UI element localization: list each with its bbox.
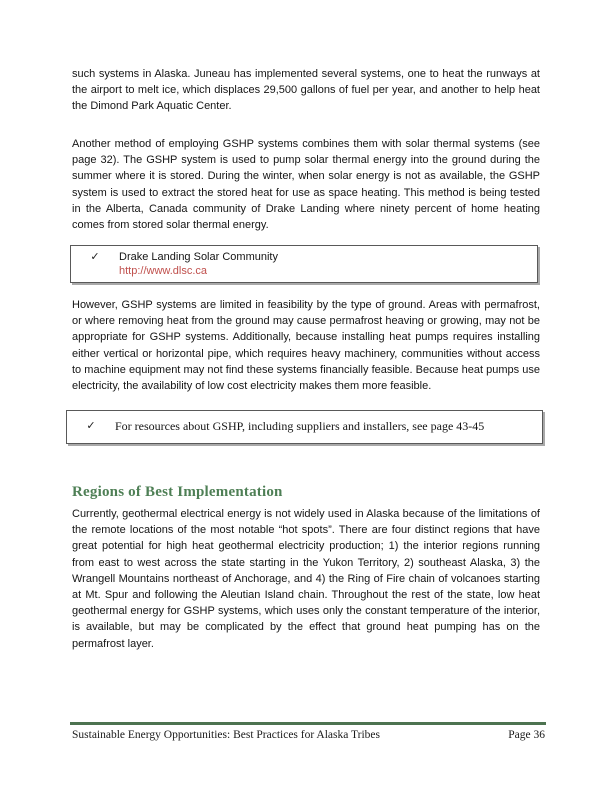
body-paragraph-4: Currently, geothermal electrical energy is not widely used in Alaska because of the limitations of the remote locations of the most notable “hot spots”. There are four distinct regions that have great potential for high heat geothermal electricity production; 1) the interior regions running from east to west across the state starting in the Yukon Territory, 2) southeast Alaska, 3) the Wrangell Mountains northeast of Anchorage, and 4) the Ring of Fire chain of volcanoes starting at Mt. Spur and following the Aleutian Island chain. Throughout the rest of the state, low heat geothermal energy for GSHP systems, which uses only the constant temperature of the interior, is available, but may be complicated by the effect that ground heat pumping has on the permafrost layer. xyxy=(72,508,540,650)
body-paragraph-3: However, GSHP systems are limited in feasibility by the type of ground. Areas with permafrost, or where removing heat from the ground may cause permafrost heaving or growing, may not be appropriate for GSHP systems. Additionally, because installing heat pumps requires installing either vertical or horizontal pipe, which requires heavy machinery, communities without access to machine equipment may not find these systems financially feasible. Because heat pumps use electricity, the availability of low cost electricity makes them more feasible. xyxy=(72,299,540,393)
body-paragraph-1: such systems in Alaska. Juneau has implemented several systems, one to heat the runways at the airport to melt ice, which displaces 29,500 gallons of fuel per year, and another to help heat the Dimond Park Aquatic Center. xyxy=(72,68,540,113)
footer-rule xyxy=(70,722,546,725)
footer-document-title: Sustainable Energy Opportunities: Best Practices for Alaska Tribes xyxy=(72,729,381,741)
callout-box-gshp-resources xyxy=(66,410,543,444)
dlsc-link[interactable]: http://www.dlsc.ca xyxy=(119,264,208,277)
footer xyxy=(72,729,545,741)
checkmark-icon: ✓ xyxy=(90,251,100,263)
section-heading: Regions of Best Implementation xyxy=(72,484,283,500)
callout-box-drake-landing xyxy=(70,245,538,283)
body-paragraph-2: Another method of employing GSHP systems combines them with solar thermal systems (see page 32). The GSHP system is used to pump solar thermal energy into the ground during the summer where it is stored. During the winter, when solar energy is not as available, the GSHP system is used to extract the stored heat for use as space heating. This method is being tested in the Alberta, Canada community of Drake Landing where ninety percent of home heating comes from stored solar thermal energy. xyxy=(72,138,540,232)
callout-text: For resources about GSHP, including suppliers and installers, see page 43-45 xyxy=(115,419,485,433)
footer-page-number: Page 36 xyxy=(508,729,545,741)
callout-title: Drake Landing Solar Community xyxy=(119,251,278,263)
checkmark-icon: ✓ xyxy=(86,420,96,432)
